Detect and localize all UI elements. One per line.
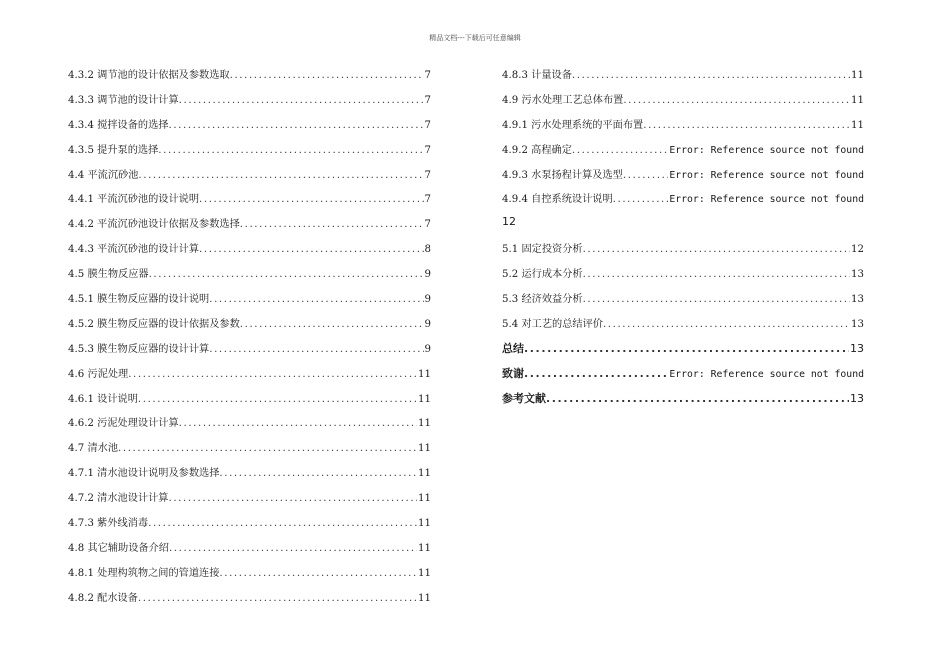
toc-entry-title: 4.7.1 清水池设计说明及参数选择 <box>68 468 220 480</box>
toc-entry-page: 11 <box>418 592 431 604</box>
toc-leader-dots <box>603 319 850 330</box>
toc-entry[interactable] <box>68 340 431 365</box>
toc-entry-title: 4.9.1 污水处理系统的平面布置 <box>502 119 644 131</box>
toc-entry-page: 13 <box>851 269 864 281</box>
toc-entry-page: 7 <box>424 169 431 181</box>
toc-entry-page: 11 <box>418 443 431 455</box>
toc-entry[interactable] <box>502 340 864 365</box>
toc-entry-title: 4.8.2 配水设备 <box>68 592 138 604</box>
toc-leader-dots <box>240 219 424 230</box>
toc-entry-page: 13 <box>850 391 864 405</box>
toc-leader-dots <box>199 244 423 255</box>
toc-entry-page: 11 <box>418 368 431 380</box>
toc-entry-page: 13 <box>850 341 864 355</box>
toc-leader-dots <box>583 269 850 280</box>
toc-leader-dots <box>623 170 668 181</box>
toc-entry[interactable] <box>502 390 864 415</box>
toc-entry-title: 4.4.2 平流沉砂池设计依据及参数选择 <box>68 219 240 231</box>
toc-entry-page: Error: Reference source not found <box>669 144 864 156</box>
toc-entry-title: 4.6.1 设计说明 <box>68 393 138 405</box>
toc-entry-title: 4.5.1 膜生物反应器的设计说明 <box>68 294 210 306</box>
toc-leader-dots <box>199 194 423 205</box>
toc-entry[interactable] <box>502 365 864 390</box>
toc-entry-title: 4.3.5 提升泵的选择 <box>68 144 159 156</box>
toc-leader-dots <box>168 120 423 131</box>
toc-entry-page: 11 <box>418 418 431 430</box>
toc-entry-page: 11 <box>418 518 431 530</box>
toc-entry-page: 9 <box>424 269 431 281</box>
toc-entry[interactable] <box>68 215 431 240</box>
toc-entry[interactable] <box>68 116 431 141</box>
toc-column-left <box>68 66 431 614</box>
toc-entry-page: 11 <box>418 468 431 480</box>
toc-entry-title: 4.3.4 搅拌设备的选择 <box>68 119 169 131</box>
toc-entry-page: 13 <box>851 318 864 330</box>
toc-leader-dots <box>179 95 424 106</box>
toc-entry-title: 4.5.2 膜生物反应器的设计依据及参数 <box>68 318 240 330</box>
toc-entry[interactable] <box>502 141 864 166</box>
toc-entry[interactable] <box>502 116 864 141</box>
toc-entry[interactable] <box>502 290 864 315</box>
toc-leader-dots <box>209 344 423 355</box>
toc-entry[interactable] <box>68 514 431 539</box>
toc-entry-title: 4.4 平流沉砂池 <box>68 169 139 181</box>
toc-entry-page: 11 <box>418 493 431 505</box>
toc-entry-title: 4.8.3 计量设备 <box>502 70 572 81</box>
toc-entry[interactable] <box>68 240 431 265</box>
toc-entry[interactable] <box>68 564 431 589</box>
toc-leader-dots <box>148 518 417 529</box>
toc-leader-dots <box>230 70 424 81</box>
toc-entry-title: 4.5.3 膜生物反应器的设计计算 <box>68 343 210 355</box>
toc-leader-dots <box>623 95 850 106</box>
toc-entry[interactable] <box>68 414 431 439</box>
toc-entry-title: 4.9.4 自控系统设计说明 <box>502 194 613 206</box>
toc-entry-page: 7 <box>424 144 431 156</box>
toc-column-right <box>502 66 864 414</box>
toc-entry[interactable] <box>502 265 864 290</box>
toc-leader-dots <box>168 493 417 504</box>
toc-entry[interactable] <box>68 489 431 514</box>
toc-leader-dots <box>240 319 424 330</box>
toc-leader-dots <box>613 194 669 205</box>
toc-entry[interactable] <box>68 439 431 464</box>
toc-entry-title: 5.4 对工艺的总结评价 <box>502 318 603 330</box>
toc-entry-title: 4.9 污水处理工艺总体布置 <box>502 94 624 106</box>
toc-entry-title: 4.6 污泥处理 <box>68 368 129 380</box>
toc-leader-dots <box>546 392 849 405</box>
toc-entry-page: 11 <box>851 119 864 131</box>
toc-entry-title: 4.3.2 调节池的设计依据及参数选取 <box>68 70 230 81</box>
toc-entry[interactable] <box>68 464 431 489</box>
toc-entry[interactable] <box>68 91 431 116</box>
toc-leader-dots <box>158 145 423 156</box>
toc-leader-dots <box>138 170 423 181</box>
toc-entry-title: 4.4.3 平流沉砂池的设计计算 <box>68 244 200 256</box>
toc-leader-dots <box>138 593 417 604</box>
toc-leader-dots <box>118 443 417 454</box>
toc-entry[interactable] <box>502 91 864 116</box>
toc-entry-page: 7 <box>424 119 431 131</box>
toc-leader-dots <box>572 145 668 156</box>
toc-entry-page: 9 <box>424 318 431 330</box>
toc-leader-dots <box>149 269 424 280</box>
toc-entry-title: 5.2 运行成本分析 <box>502 269 583 281</box>
toc-entry-title: 4.8 其它辅助设备介绍 <box>68 542 169 554</box>
page-header: 精品文档---下载后可任意编辑 <box>429 34 521 42</box>
toc-leader-dots <box>643 120 850 131</box>
toc-entry-page: 11 <box>418 393 431 405</box>
toc-leader-dots <box>179 418 417 429</box>
toc-entry-page: 11 <box>418 567 431 579</box>
toc-entry[interactable] <box>68 539 431 564</box>
toc-entry[interactable] <box>502 215 864 240</box>
toc-entry-page: 9 <box>424 294 431 306</box>
toc-entry-title: 致谢 <box>502 366 524 380</box>
toc-leader-dots <box>138 394 417 405</box>
toc-leader-dots <box>169 543 417 554</box>
toc-entry-page: Error: Reference source not found <box>669 368 864 380</box>
toc-entry-page: Error: Reference source not found <box>669 194 864 206</box>
toc-entry-title: 5.3 经济效益分析 <box>502 294 583 306</box>
toc-entry[interactable] <box>68 190 431 215</box>
toc-leader-dots <box>524 342 849 355</box>
toc-entry[interactable] <box>68 365 431 390</box>
toc-entry[interactable] <box>68 290 431 315</box>
toc-entry-page: 8 <box>424 244 431 256</box>
toc-entry-title: 4.4.1 平流沉砂池的设计说明 <box>68 194 200 206</box>
toc-entry[interactable] <box>68 589 431 614</box>
toc-entry-page: 7 <box>424 70 431 81</box>
toc-entry-page: 12 <box>851 244 864 256</box>
toc-entry-title: 总结 <box>502 341 524 355</box>
toc-leader-dots <box>209 294 423 305</box>
toc-leader-dots <box>128 369 417 380</box>
toc-entry-page: 13 <box>851 294 864 306</box>
toc-entry[interactable] <box>502 66 864 91</box>
toc-entry-title: 4.7.2 清水池设计计算 <box>68 493 169 505</box>
toc-entry-title: 4.7.3 紫外线消毒 <box>68 518 149 530</box>
toc-entry-page: 11 <box>851 94 864 106</box>
toc-entry-title: 4.9.3 水泵扬程计算及选型 <box>502 169 623 181</box>
toc-entry[interactable] <box>68 141 431 166</box>
toc-leader-dots <box>583 244 850 255</box>
toc-leader-dots <box>524 367 668 380</box>
toc-entry-page: Error: Reference source not found <box>669 169 864 181</box>
toc-entry-page: 7 <box>424 94 431 106</box>
toc-entry[interactable] <box>502 315 864 340</box>
toc-entry[interactable] <box>502 240 864 265</box>
toc-entry-title: 4.3.3 调节池的设计计算 <box>68 94 179 106</box>
toc-leader-dots <box>583 294 850 305</box>
toc-entry[interactable] <box>68 265 431 290</box>
toc-leader-dots <box>219 568 417 579</box>
toc-entry-page: 11 <box>418 542 431 554</box>
toc-entry-page: 7 <box>424 194 431 206</box>
toc-entry-page: 12 <box>502 215 516 229</box>
toc-entry[interactable] <box>68 166 431 191</box>
toc-entry[interactable] <box>68 66 431 91</box>
toc-leader-dots <box>572 70 850 81</box>
toc-entry-title: 4.7 清水池 <box>68 443 119 455</box>
toc-entry-title: 4.9.2 高程确定 <box>502 144 572 156</box>
toc-entry[interactable] <box>502 190 864 215</box>
toc-entry-title: 5.1 固定投资分析 <box>502 244 583 256</box>
toc-entry[interactable] <box>68 390 431 415</box>
toc-entry[interactable] <box>502 166 864 191</box>
toc-entry[interactable] <box>68 315 431 340</box>
toc-entry-page: 7 <box>424 219 431 231</box>
toc-entry-title: 4.8.1 处理构筑物之间的管道连接 <box>68 567 220 579</box>
toc-entry-title: 参考文献 <box>502 391 546 405</box>
toc-entry-page: 11 <box>851 70 864 81</box>
toc-leader-dots <box>219 468 417 479</box>
toc-entry-title: 4.6.2 污泥处理设计计算 <box>68 418 179 430</box>
toc-entry-page: 9 <box>424 343 431 355</box>
toc-entry-title: 4.5 膜生物反应器 <box>68 269 149 281</box>
